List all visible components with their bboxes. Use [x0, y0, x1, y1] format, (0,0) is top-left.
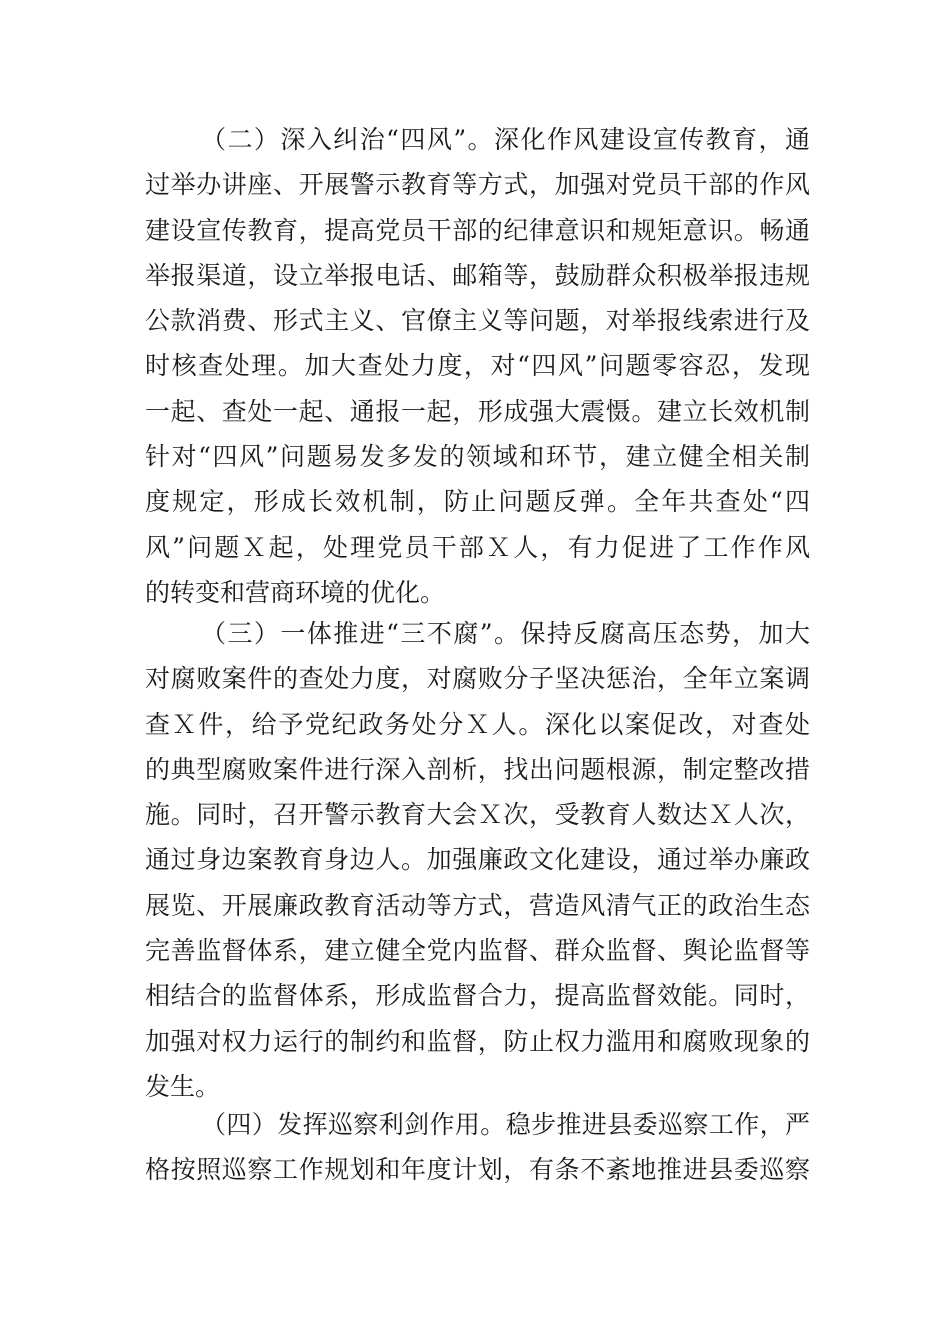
paragraph-inspection [145, 1102, 810, 1193]
text-line: 完善监督体系，建立健全党内监督、群众监督、舆论监督等 [145, 936, 810, 966]
text-line: 时核查处理。加大查处力度，对“四风”问题零容忍，发现 [145, 351, 810, 381]
text-line: （三）一体推进“三不腐”。保持反腐高压态势，加大 [201, 619, 810, 648]
text-line: 查Ｘ件，给予党纪政务处分Ｘ人。深化以案促改，对查处 [145, 709, 810, 739]
text-line: 的典型腐败案件进行深入剖析，找出问题根源，制定整改措 [145, 754, 810, 784]
text-line: 针对“四风”问题易发多发的领域和环节，建立健全相关制 [145, 442, 810, 472]
text-line: 加强对权力运行的制约和监督，防止权力滥用和腐败现象的 [145, 1026, 810, 1056]
text-line: 度规定，形成长效机制，防止问题反弹。全年共查处“四 [145, 487, 810, 517]
text-line: （二）深入纠治“四风”。深化作风建设宣传教育，通 [201, 125, 810, 154]
text-line: （四）发挥巡察利剑作用。稳步推进县委巡察工作，严 [201, 1110, 810, 1139]
text-line: 举报渠道，设立举报电话、邮箱等，鼓励群众积极举报违规 [145, 260, 810, 290]
text-line: 对腐败案件的查处力度，对腐败分子坚决惩治，全年立案调 [145, 664, 810, 694]
text-line: 施。同时，召开警示教育大会Ｘ次，受教育人数达Ｘ人次， [145, 800, 810, 830]
text-line: 过举办讲座、开展警示教育等方式，加强对党员干部的作风 [145, 170, 810, 200]
text-line: 格按照巡察工作规划和年度计划，有条不紊地推进县委巡察 [145, 1155, 810, 1185]
text-line: 展览、开展廉政教育活动等方式，营造风清气正的政治生态 [145, 890, 810, 920]
text-line: 一起、查处一起、通报一起，形成强大震慑。建立长效机制 [145, 396, 810, 426]
text-line: 相结合的监督体系，形成监督合力，提高监督效能。同时， [145, 981, 810, 1011]
text-line: 的转变和营商环境的优化。 [145, 577, 446, 607]
text-line: 风”问题Ｘ起，处理党员干部Ｘ人，有力促进了工作作风 [145, 532, 810, 562]
text-line: 发生。 [145, 1071, 221, 1101]
text-line: 建设宣传教育，提高党员干部的纪律意识和规矩意识。畅通 [145, 215, 810, 245]
paragraph-four-winds [145, 117, 810, 615]
paragraph-three-no-corruption [145, 611, 810, 1109]
text-line: 通过身边案教育身边人。加强廉政文化建设，通过举办廉政 [145, 845, 810, 875]
text-line: 公款消费、形式主义、官僚主义等问题，对举报线索进行及 [145, 306, 810, 336]
